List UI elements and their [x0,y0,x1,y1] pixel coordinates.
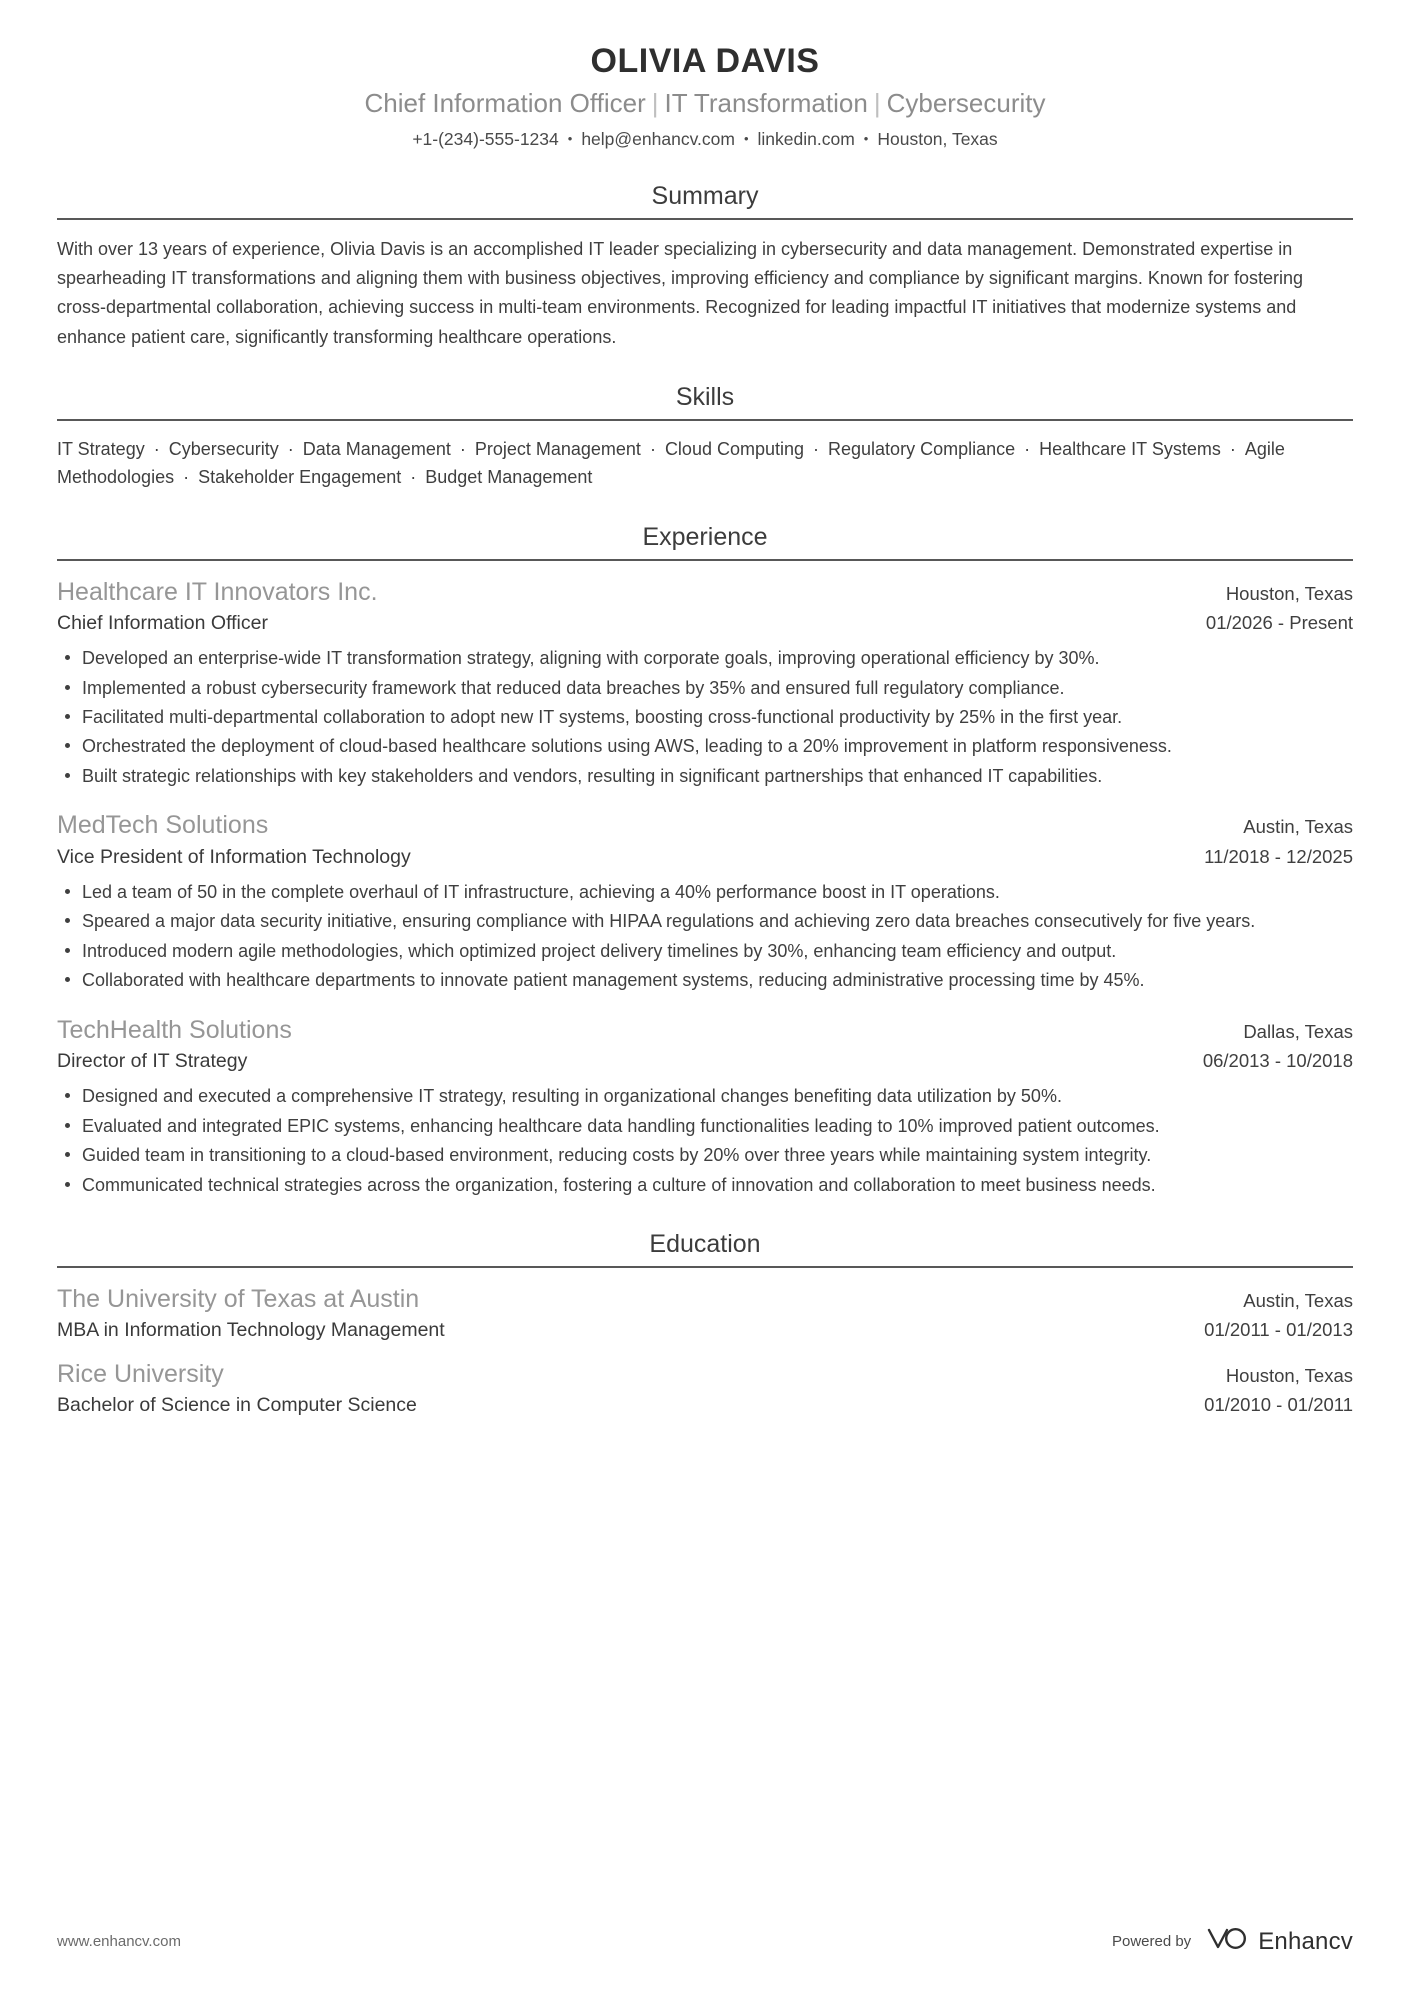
skill-item: Data Management [302,438,451,459]
skill-item: Cloud Computing [664,438,805,459]
experience-job-title: Vice President of Information Technology [57,845,411,868]
experience-bullet: Guided team in transitioning to a cloud-based environment, reducing costs by 20% over three years while maintaining system integrity. [57,1141,1353,1169]
contact-phone: +1-(234)-555-1234 [412,129,559,150]
section-education [57,1229,1353,1417]
footer-website-url[interactable]: www.enhancv.com [57,1933,181,1950]
experience-bullet: Facilitated multi-departmental collaboration to adopt new IT systems, boosting cross-functional productivity by 25% in the first year. [57,703,1353,731]
skill-item: Budget Management [425,467,593,488]
section-title-skills: Skills [675,382,735,411]
enhancv-logo-icon [1205,1926,1249,1957]
headline-part-2: IT Transformation [664,88,868,119]
headline-part-3: Cybersecurity [886,88,1046,119]
skill-separator: · [1019,438,1036,459]
experience-date-range: 11/2018 - 12/2025 [1204,845,1353,867]
skill-separator: · [148,438,165,459]
experience-location: Houston, Texas [1225,582,1353,604]
skill-separator: · [808,438,825,459]
education-degree: MBA in Information Technology Management [57,1319,445,1342]
skills-list [57,435,1353,492]
education-date-range: 01/2010 - 01/2011 [1204,1393,1353,1415]
contact-linkedin[interactable]: linkedin.com [757,129,855,150]
experience-bullet-list [57,644,1353,790]
experience-bullet: Orchestrated the deployment of cloud-based healthcare solutions using AWS, leading to a 20% improvement in platform responsiveness. [57,732,1353,760]
experience-entries [57,577,1353,1200]
skill-item: Cybersecurity [168,438,279,459]
education-entry [57,1284,1353,1343]
experience-date-range: 01/2026 - Present [1205,611,1353,633]
education-degree: Bachelor of Science in Computer Science [57,1393,417,1416]
experience-bullet-list [57,1082,1353,1199]
experience-bullet: Speared a major data security initiative, ensuring compliance with HIPAA regulations and achieving zero data breaches consecutively for five years. [57,907,1353,935]
experience-bullet: Developed an enterprise-wide IT transformation strategy, aligning with corporate goals, improving operational efficiency by 30%. [57,644,1353,672]
education-entry-header [57,1284,1353,1315]
experience-job-title: Director of IT Strategy [57,1049,248,1072]
summary-text: With over 13 years of experience, Olivia Davis is an accomplished IT leader specializing in cybersecurity and data management. Demonstrated expertise in spearheading IT transformations and aligning them with business objectives, improving efficiency and compliance by significant margins. Known for fostering cross-departmental collaboration, achieving success in multi-team environments. Recognized for leading impactful IT initiatives that modernize systems and enhance patient care, significantly transforming healthcare operations. [57,239,1303,347]
section-title-experience: Experience [642,522,768,551]
experience-date-range: 06/2013 - 10/2018 [1202,1049,1353,1071]
contact-email[interactable]: help@enhancv.com [581,129,735,150]
contact-separator-1: • [567,131,573,147]
page-footer [57,1926,1353,1957]
experience-entry [57,810,1353,994]
experience-bullet: Communicated technical strategies across the organization, fostering a culture of innovation and collaboration to meet business needs. [57,1171,1353,1199]
experience-company-name: Healthcare IT Innovators Inc. [57,577,378,606]
experience-entry-header [57,577,1353,608]
experience-entry-subheader [57,611,1353,635]
skill-item: IT Strategy [57,438,145,459]
experience-bullet: Evaluated and integrated EPIC systems, enhancing healthcare data handling functionalities leading to 10% improved patient outcomes. [57,1112,1353,1140]
experience-bullet: Implemented a robust cybersecurity framework that reduced data breaches by 35% and ensured full regulatory compliance. [57,674,1353,702]
skill-item: Healthcare IT Systems [1039,438,1221,459]
education-location: Houston, Texas [1225,1364,1353,1386]
experience-entry [57,1015,1353,1199]
headline-separator-2: | [873,88,881,119]
section-divider-education [57,1266,1353,1268]
section-summary [57,181,1353,352]
education-institution-name: Rice University [57,1359,224,1388]
experience-company-name: MedTech Solutions [57,811,269,840]
experience-bullet: Built strategic relationships with key stakeholders and vendors, resulting in significant partnerships that enhanced IT capabilities. [57,762,1353,790]
contact-line [57,128,1353,151]
enhancv-wordmark: Enhancv [1258,1927,1353,1955]
footer-branding [1112,1926,1353,1957]
education-entry-subheader [57,1393,1353,1417]
experience-location: Austin, Texas [1243,816,1353,838]
section-title-education: Education [649,1230,761,1259]
contact-separator-2: • [743,131,749,147]
education-entry-header [57,1359,1353,1390]
headline-part-1: Chief Information Officer [364,88,646,119]
enhancv-brand [1205,1926,1353,1957]
contact-location: Houston, Texas [877,129,998,150]
skill-separator: · [405,467,422,488]
experience-bullet: Introduced modern agile methodologies, which optimized project delivery timelines by 30%, enhancing team efficiency and output. [57,937,1353,965]
section-skills [57,382,1353,492]
section-experience [57,522,1353,1200]
experience-bullet: Led a team of 50 in the complete overhaul of IT infrastructure, achieving a 40% performance boost in IT operations. [57,878,1353,906]
skill-separator: · [644,438,661,459]
skill-item: Project Management [474,438,641,459]
skill-item: Regulatory Compliance [828,438,1016,459]
experience-bullet: Collaborated with healthcare departments to innovate patient management systems, reducing administrative processing time by 45%. [57,966,1353,994]
experience-entry-header [57,810,1353,841]
experience-entry-subheader [57,1049,1353,1073]
section-divider-summary [57,218,1353,220]
experience-location: Dallas, Texas [1243,1020,1353,1042]
section-title-summary: Summary [651,182,759,211]
experience-bullet: Designed and executed a comprehensive IT strategy, resulting in organizational changes benefiting data utilization by 50%. [57,1082,1353,1110]
candidate-name: OLIVIA DAVIS [590,42,820,80]
education-institution-name: The University of Texas at Austin [57,1285,420,1314]
skill-separator: · [282,438,299,459]
section-divider-experience [57,559,1353,561]
experience-job-title: Chief Information Officer [57,611,268,634]
education-entries [57,1284,1353,1417]
skill-separator: · [178,467,195,488]
education-entry [57,1359,1353,1418]
education-entry-subheader [57,1318,1353,1342]
powered-by-label: Powered by [1111,1933,1192,1950]
education-date-range: 01/2011 - 01/2013 [1204,1319,1353,1341]
section-divider-skills [57,419,1353,421]
contact-separator-3: • [863,131,869,147]
resume-header [57,0,1353,151]
experience-entry-subheader [57,845,1353,869]
candidate-headline [57,88,1353,119]
experience-entry [57,577,1353,791]
experience-company-name: TechHealth Solutions [57,1015,292,1044]
skill-separator: · [1224,438,1241,459]
education-location: Austin, Texas [1243,1290,1353,1312]
headline-separator-1: | [651,88,659,119]
experience-bullet-list [57,878,1353,995]
skill-separator: · [454,438,471,459]
skill-item: Agile Methodologies [57,438,1285,488]
experience-entry-header [57,1015,1353,1046]
skill-item: Stakeholder Engagement [198,467,402,488]
